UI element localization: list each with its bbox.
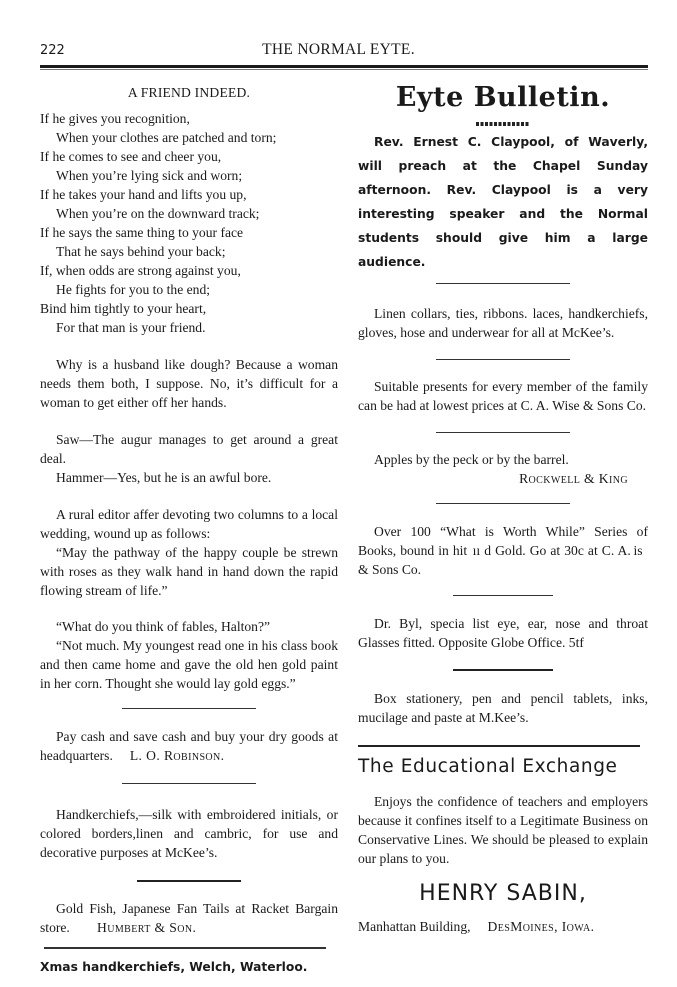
ad-goldfish-text: Gold Fish, Japanese Fan Tails at Racket Bargain store. xyxy=(40,901,338,935)
ad-presents: Suitable presents for every member of the family can be had at lowest prices at C. A. Wise & Sons Co. xyxy=(358,379,648,413)
ad-books: Over 100 “What is Worth While” Series of Books, bound in hit ıı d Gold. Go at 30c at C. A. is & Sons Co. xyxy=(358,524,648,577)
address-building: Manhattan Building, xyxy=(358,919,471,934)
fables-question: “What do you think of fables, Halton?” xyxy=(56,619,271,634)
ad-goldfish-signature: Humbert & Son. xyxy=(97,920,197,935)
ad-stationery: Box stationery, pen and pencil tablets, inks, mucilage and paste at M.Kee’s. xyxy=(358,691,648,725)
header-rule-thin xyxy=(40,69,648,70)
poem-line: If he says the same thing to your face xyxy=(40,225,244,240)
saw-line: Saw—The augur manages to get around a great deal. xyxy=(40,432,338,466)
poem-line: If, when odds are strong against you, xyxy=(40,263,241,278)
poem-line: He fights for you to the end; xyxy=(56,282,211,297)
fables-answer: “Not much. My youngest read one in his class book and then came home and gave the old hen gold paint in her corn. Thought she would lay gold eggs.” xyxy=(40,638,338,691)
exchange-address xyxy=(358,917,648,936)
bulletin-title: Eyte Bulletin. xyxy=(395,82,611,113)
right-column xyxy=(358,80,648,936)
ad-robinson-signature: L. O. Robinson. xyxy=(129,748,225,763)
ad-apples-text: Apples by the peck or by the barrel. xyxy=(374,452,569,467)
ad-robinson-text: Pay cash and save cash and buy your dry goods at headquarters. xyxy=(40,729,338,763)
poem-line: That he says behind your back; xyxy=(56,244,226,259)
ad-byl: Dr. Byl, specia list eye, ear, nose and throat Glasses fitted. Opposite Globe Office. 5tf xyxy=(358,616,648,650)
exchange-name: HENRY SABIN, xyxy=(419,881,587,906)
ad-robinson xyxy=(40,727,338,765)
ad-goldfish xyxy=(40,899,338,937)
poem-line: When you’re lying sick and worn; xyxy=(56,168,243,183)
poem-line: When you’re on the downward track; xyxy=(56,206,260,221)
poem-line: If he takes your hand and lifts you up, xyxy=(40,187,247,202)
poem xyxy=(40,109,338,337)
ad-linen: Linen collars, ties, ribbons. laces, handkerchiefs, gloves, hose and underwear for all at McKee’s. xyxy=(358,306,648,340)
poem-line: If he comes to see and cheer you, xyxy=(40,149,222,164)
poem-line: When your clothes are patched and torn; xyxy=(56,130,277,145)
husband-joke: Why is a husband like dough? Because a woman needs them both, I suppose. No, it’s difficult for a woman to get either off her hands. xyxy=(40,357,338,410)
exchange-text: Enjoys the confidence of teachers and employers because it confines itself to a Legitimate Business on Conservative Lines. We should be pleased to explain our plans to you. xyxy=(358,794,648,866)
publication-title: THE NORMAL EYTE. xyxy=(262,41,415,58)
footer-xmas-ad: Xmas handkerchiefs, Welch, Waterloo. xyxy=(40,960,308,974)
poem-line: If he gives you recognition, xyxy=(40,111,190,126)
editor-quote: “May the pathway of the happy couple be strewn with roses as they walk hand in hand down the rapid flowing stream of life.” xyxy=(40,545,338,598)
address-city: DesMoines, Iowa. xyxy=(487,919,595,934)
hammer-line: Hammer—Yes, but he is an awful bore. xyxy=(56,470,272,485)
bulletin-announcement: Rev. Ernest C. Claypool, of Waverly, will preach at the Chapel Sunday afternoon. Rev. Claypool is a very interesting speaker and the Normal students should give him a large audience. xyxy=(358,135,648,269)
left-column xyxy=(40,80,338,979)
editor-intro: A rural editor affer devoting two columns to a local wedding, wound up as follows: xyxy=(40,507,338,541)
exchange-rule xyxy=(358,745,640,747)
poem-title: A FRIEND INDEED. xyxy=(127,85,251,100)
dotted-ornament xyxy=(476,122,530,126)
ad-apples-signature: Rockwell & King xyxy=(519,471,628,486)
poem-line: For that man is your friend. xyxy=(56,320,206,335)
ad-handkerchiefs: Handkerchiefs,—silk with embroidered initials, or colored borders,linen and cambric, for use and decorative purposes at McKee’s. xyxy=(40,807,338,860)
page-number: 222 xyxy=(40,43,65,58)
header-rule-thick xyxy=(40,65,648,68)
poem-line: Bind him tightly to your heart, xyxy=(40,301,207,316)
exchange-title: The Educational Exchange xyxy=(358,756,618,777)
